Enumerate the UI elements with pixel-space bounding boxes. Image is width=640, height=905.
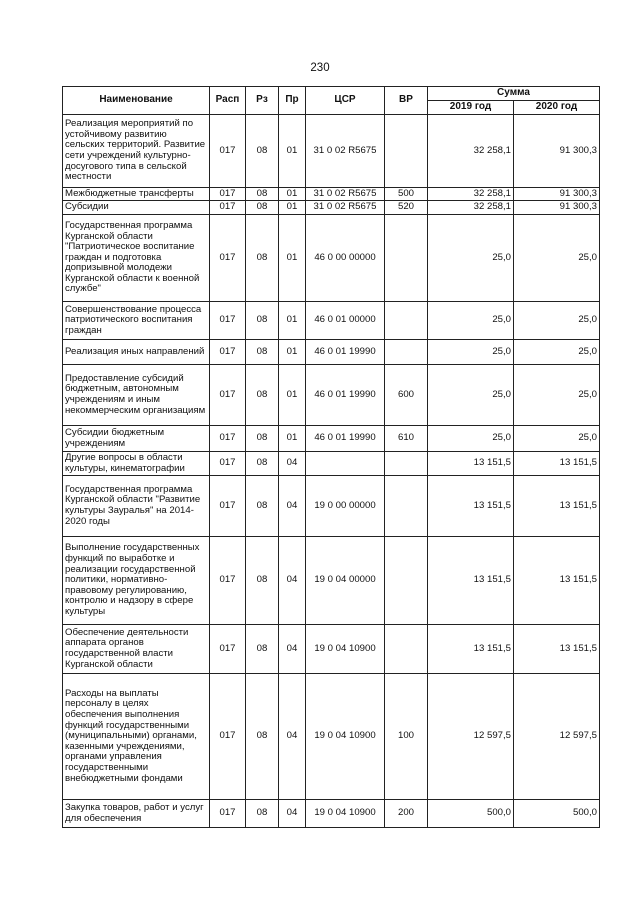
cell-vr: 500 (385, 188, 428, 201)
cell-rz: 08 (246, 537, 279, 625)
cell-rasp: 017 (210, 201, 246, 215)
cell-y2019: 25,0 (428, 340, 514, 365)
cell-csr: 19 0 04 10900 (306, 674, 385, 800)
budget-table (62, 86, 600, 828)
cell-csr: 19 0 00 00000 (306, 476, 385, 537)
cell-csr: 46 0 01 19990 (306, 426, 385, 452)
page-number: 230 (310, 62, 330, 74)
cell-pr: 04 (279, 452, 306, 476)
header-csr: ЦСР (306, 87, 385, 115)
cell-y2019: 32 258,1 (428, 115, 514, 188)
cell-vr (385, 340, 428, 365)
cell-y2020: 25,0 (514, 302, 600, 340)
table-row (63, 201, 600, 215)
cell-vr (385, 537, 428, 625)
cell-name: Закупка товаров, работ и услуг для обеспечения (63, 800, 210, 828)
cell-pr: 01 (279, 188, 306, 201)
cell-rasp: 017 (210, 302, 246, 340)
cell-pr: 04 (279, 800, 306, 828)
cell-csr: 19 0 04 10900 (306, 625, 385, 674)
cell-rz: 08 (246, 476, 279, 537)
cell-pr: 01 (279, 340, 306, 365)
cell-y2020: 500,0 (514, 800, 600, 828)
cell-csr: 31 0 02 R5675 (306, 188, 385, 201)
cell-name: Субсидии (63, 201, 210, 215)
cell-name: Реализация мероприятий по устойчивому развитию сельских территорий. Развитие сети учреждений культурно-досугового типа в сельской местности (63, 115, 210, 188)
cell-name: Обеспечение деятельности аппарата органов государственной власти Курганской области (63, 625, 210, 674)
header-name: Наименование (63, 87, 210, 115)
cell-pr: 01 (279, 115, 306, 188)
cell-name: Межбюджетные трансферты (63, 188, 210, 201)
cell-name: Государственная программа Курганской области "Развитие культуры Зауралья" на 2014-2020 годы (63, 476, 210, 537)
header-vr: ВР (385, 87, 428, 115)
cell-rz: 08 (246, 115, 279, 188)
cell-y2020: 13 151,5 (514, 452, 600, 476)
cell-name: Другие вопросы в области культуры, кинематографии (63, 452, 210, 476)
cell-rz: 08 (246, 340, 279, 365)
cell-rz: 08 (246, 625, 279, 674)
cell-vr (385, 302, 428, 340)
cell-csr: 46 0 00 00000 (306, 215, 385, 302)
cell-name: Государственная программа Курганской области "Патриотическое воспитание граждан и подготовка допризывной молодежи Курганской области к военной службе" (63, 215, 210, 302)
header-sum: Сумма (428, 87, 600, 101)
cell-rasp: 017 (210, 188, 246, 201)
cell-y2020: 25,0 (514, 215, 600, 302)
cell-csr: 19 0 04 00000 (306, 537, 385, 625)
cell-csr: 19 0 04 10900 (306, 800, 385, 828)
cell-rz: 08 (246, 365, 279, 426)
cell-rz: 08 (246, 201, 279, 215)
cell-name: Субсидии бюджетным учреждениям (63, 426, 210, 452)
cell-y2020: 91 300,3 (514, 115, 600, 188)
cell-pr: 04 (279, 537, 306, 625)
cell-csr: 31 0 02 R5675 (306, 115, 385, 188)
cell-y2019: 13 151,5 (428, 537, 514, 625)
cell-y2019: 13 151,5 (428, 625, 514, 674)
cell-rasp: 017 (210, 476, 246, 537)
cell-rz: 08 (246, 188, 279, 201)
cell-y2019: 25,0 (428, 302, 514, 340)
cell-y2019: 500,0 (428, 800, 514, 828)
cell-y2020: 13 151,5 (514, 537, 600, 625)
cell-name: Выполнение государственных функций по выработке и реализации государственной политики, нормативно-правовому регулированию, контролю и надзору в сфере культуры (63, 537, 210, 625)
table-row (63, 625, 600, 674)
cell-y2019: 12 597,5 (428, 674, 514, 800)
cell-vr (385, 115, 428, 188)
cell-rz: 08 (246, 302, 279, 340)
table-row (63, 674, 600, 800)
cell-name: Реализация иных направлений (63, 340, 210, 365)
cell-rasp: 017 (210, 426, 246, 452)
cell-y2019: 25,0 (428, 426, 514, 452)
cell-pr: 04 (279, 674, 306, 800)
cell-pr: 01 (279, 201, 306, 215)
cell-rasp: 017 (210, 674, 246, 800)
cell-csr: 46 0 01 19990 (306, 365, 385, 426)
table-row (63, 340, 600, 365)
table-row (63, 188, 600, 201)
cell-y2020: 25,0 (514, 365, 600, 426)
header-pr: Пр (279, 87, 306, 115)
cell-csr: 31 0 02 R5675 (306, 201, 385, 215)
cell-vr: 610 (385, 426, 428, 452)
header-year-2019: 2019 год (428, 101, 514, 115)
cell-y2019: 13 151,5 (428, 476, 514, 537)
cell-pr: 04 (279, 625, 306, 674)
cell-pr: 01 (279, 365, 306, 426)
cell-vr: 200 (385, 800, 428, 828)
cell-pr: 04 (279, 476, 306, 537)
cell-name: Совершенствование процесса патриотического воспитания граждан (63, 302, 210, 340)
cell-y2020: 91 300,3 (514, 201, 600, 215)
cell-y2020: 91 300,3 (514, 188, 600, 201)
cell-rasp: 017 (210, 215, 246, 302)
cell-vr: 520 (385, 201, 428, 215)
cell-rasp: 017 (210, 537, 246, 625)
cell-y2019: 25,0 (428, 365, 514, 426)
cell-rasp: 017 (210, 115, 246, 188)
header-year-2020: 2020 год (514, 101, 600, 115)
cell-vr: 600 (385, 365, 428, 426)
cell-vr (385, 215, 428, 302)
cell-rasp: 017 (210, 340, 246, 365)
cell-y2019: 32 258,1 (428, 201, 514, 215)
cell-name: Расходы на выплаты персоналу в целях обеспечения выполнения функций государственными (муниципальными) органами, казенными учреждениями, органами управления государственными внебюджетными фондами (63, 674, 210, 800)
table-row (63, 115, 600, 188)
cell-y2020: 25,0 (514, 426, 600, 452)
cell-pr: 01 (279, 302, 306, 340)
cell-pr: 01 (279, 215, 306, 302)
cell-rasp: 017 (210, 625, 246, 674)
table-row (63, 302, 600, 340)
cell-rz: 08 (246, 800, 279, 828)
table-row (63, 800, 600, 828)
cell-rasp: 017 (210, 365, 246, 426)
table-row (63, 476, 600, 537)
cell-y2020: 25,0 (514, 340, 600, 365)
cell-y2020: 13 151,5 (514, 476, 600, 537)
table-row (63, 365, 600, 426)
cell-y2020: 13 151,5 (514, 625, 600, 674)
cell-y2020: 12 597,5 (514, 674, 600, 800)
cell-y2019: 32 258,1 (428, 188, 514, 201)
cell-rz: 08 (246, 452, 279, 476)
cell-y2019: 13 151,5 (428, 452, 514, 476)
table-row (63, 537, 600, 625)
table-row (63, 215, 600, 302)
cell-csr (306, 452, 385, 476)
table-row (63, 452, 600, 476)
cell-rasp: 017 (210, 800, 246, 828)
cell-vr (385, 476, 428, 537)
table-row (63, 426, 600, 452)
cell-rasp: 017 (210, 452, 246, 476)
cell-vr: 100 (385, 674, 428, 800)
header-rz: Рз (246, 87, 279, 115)
cell-name: Предоставление субсидий бюджетным, автономным учреждениям и иным некоммерческим организациям (63, 365, 210, 426)
cell-csr: 46 0 01 00000 (306, 302, 385, 340)
cell-rz: 08 (246, 674, 279, 800)
cell-rz: 08 (246, 215, 279, 302)
cell-y2019: 25,0 (428, 215, 514, 302)
cell-rz: 08 (246, 426, 279, 452)
cell-vr (385, 625, 428, 674)
header-rasp: Расп (210, 87, 246, 115)
cell-pr: 01 (279, 426, 306, 452)
cell-vr (385, 452, 428, 476)
cell-csr: 46 0 01 19990 (306, 340, 385, 365)
